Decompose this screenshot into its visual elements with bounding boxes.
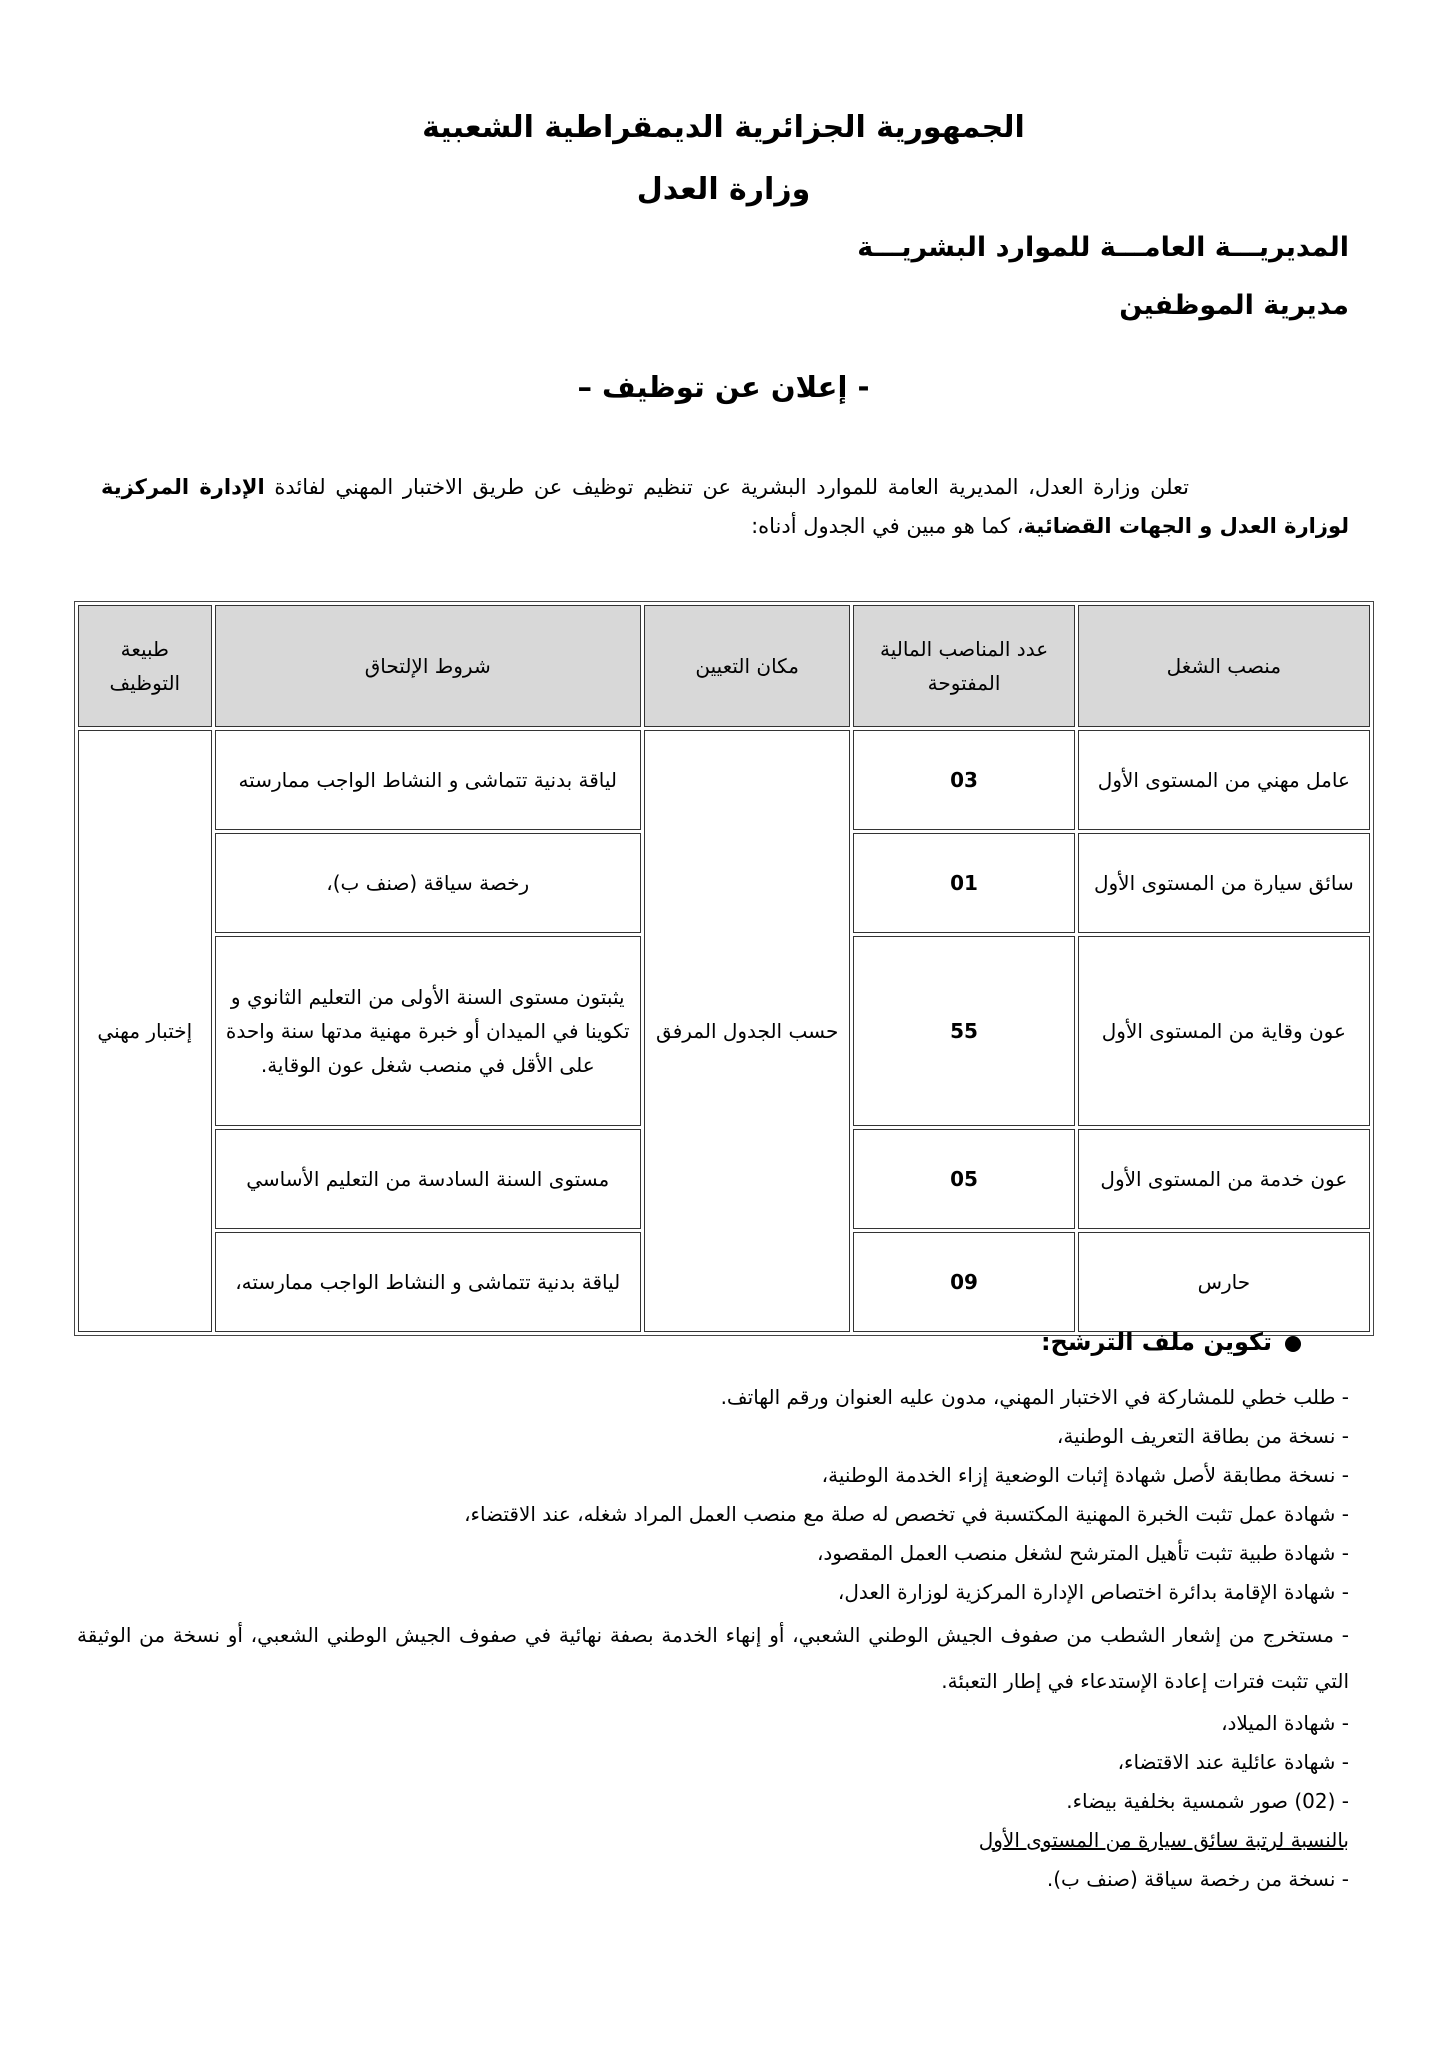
list-item: - طلب خطي للمشاركة في الاختبار المهني، مدون عليه العنوان ورقم الهاتف.	[720, 1385, 1349, 1409]
ministry-title: وزارة العدل	[636, 172, 811, 207]
list-item: - نسخة مطابقة لأصل شهادة إثبات الوضعية إزاء الخدمة الوطنية،	[821, 1463, 1349, 1487]
driver-subheading: بالنسبة لرتبة سائق سيارة من المستوى الأول	[978, 1828, 1349, 1852]
header-place: مكان التعيين	[644, 605, 851, 727]
list-item: - نسخة من بطاقة التعريف الوطنية،	[1056, 1424, 1349, 1448]
cell-count: 55	[853, 936, 1074, 1126]
directorate-general: المديريـــة العامـــة للموارد البشريـــة	[857, 232, 1349, 263]
cell-type: إختبار مهني	[78, 730, 212, 1332]
cell-count: 09	[853, 1232, 1074, 1332]
intro-tail: ، كما هو مبين في الجدول أدناه:	[751, 514, 1024, 538]
intro-bold: الإدارة المركزية لوزارة العدل و الجهات القضائية	[101, 475, 1349, 538]
cell-conditions: رخصة سياقة (صنف ب)،	[215, 833, 641, 933]
intro-text: تعلن وزارة العدل، المديرية العامة للموارد البشرية عن تنظيم توظيف عن طريق الاختبار المهني لفائدة	[274, 475, 1190, 499]
list-item: - شهادة الميلاد،	[1221, 1711, 1349, 1735]
cell-count: 01	[853, 833, 1074, 933]
list-item: - شهادة الإقامة بدائرة اختصاص الإدارة المركزية لوزارة العدل،	[837, 1580, 1349, 1604]
cell-conditions: لياقة بدنية تتماشى و النشاط الواجب ممارسته	[215, 730, 641, 830]
cell-post: عامل مهني من المستوى الأول	[1078, 730, 1370, 830]
table-row	[78, 730, 1370, 830]
cell-conditions: مستوى السنة السادسة من التعليم الأساسي	[215, 1129, 641, 1229]
cell-post: سائق سيارة من المستوى الأول	[1078, 833, 1370, 933]
jobs-table	[74, 601, 1374, 1336]
file-items-list	[77, 1378, 1349, 1899]
list-item: - شهادة عائلية عند الاقتضاء،	[1117, 1750, 1349, 1774]
list-item: - مستخرج من إشعار الشطب من صفوف الجيش الوطني الشعبي، أو إنهاء الخدمة بصفة نهائية في صفوف الجيش الوطني الشعبي، أو نسخة من الوثيقة التي تثبت فترات إعادة الإستدعاء في إطار التعبئة.	[77, 1623, 1349, 1693]
cell-count: 05	[853, 1129, 1074, 1229]
directorate: مديرية الموظفين	[1119, 290, 1349, 321]
header-conditions: شروط الإلتحاق	[215, 605, 641, 727]
cell-place: حسب الجدول المرفق	[644, 730, 851, 1332]
republic-title: الجمهورية الجزائرية الديمقراطية الشعبية	[422, 110, 1025, 145]
cell-conditions: لياقة بدنية تتماشى و النشاط الواجب ممارسته،	[215, 1232, 641, 1332]
list-item: - شهادة طبية تثبت تأهيل المترشح لشغل منصب العمل المقصود،	[816, 1541, 1349, 1565]
bullet-icon	[1285, 1336, 1301, 1352]
list-item: - (02) صور شمسية بخلفية بيضاء.	[1066, 1789, 1349, 1813]
announcement-title: - إعلان عن توظيف –	[577, 370, 870, 404]
cell-post: حارس	[1078, 1232, 1370, 1332]
cell-count: 03	[853, 730, 1074, 830]
header-count: عدد المناصب المالية المفتوحة	[853, 605, 1074, 727]
list-item: - نسخة من رخصة سياقة (صنف ب).	[1046, 1867, 1349, 1891]
list-item: - شهادة عمل تثبت الخبرة المهنية المكتسبة في تخصص له صلة مع منصب العمل المراد شغله، عند الاقتضاء،	[464, 1502, 1349, 1526]
cell-post: عون وقاية من المستوى الأول	[1078, 936, 1370, 1126]
cell-conditions: يثبتون مستوى السنة الأولى من التعليم الثانوي و تكوينا في الميدان أو خبرة مهنية مدتها سنة واحدة على الأقل في منصب شغل عون الوقاية.	[215, 936, 641, 1126]
header-type: طبيعة التوظيف	[78, 605, 212, 727]
file-heading: تكوين ملف الترشح:	[1040, 1328, 1272, 1356]
intro-paragraph	[101, 468, 1349, 546]
cell-post: عون خدمة من المستوى الأول	[1078, 1129, 1370, 1229]
header-post: منصب الشغل	[1078, 605, 1370, 727]
table-header-row	[78, 605, 1370, 727]
